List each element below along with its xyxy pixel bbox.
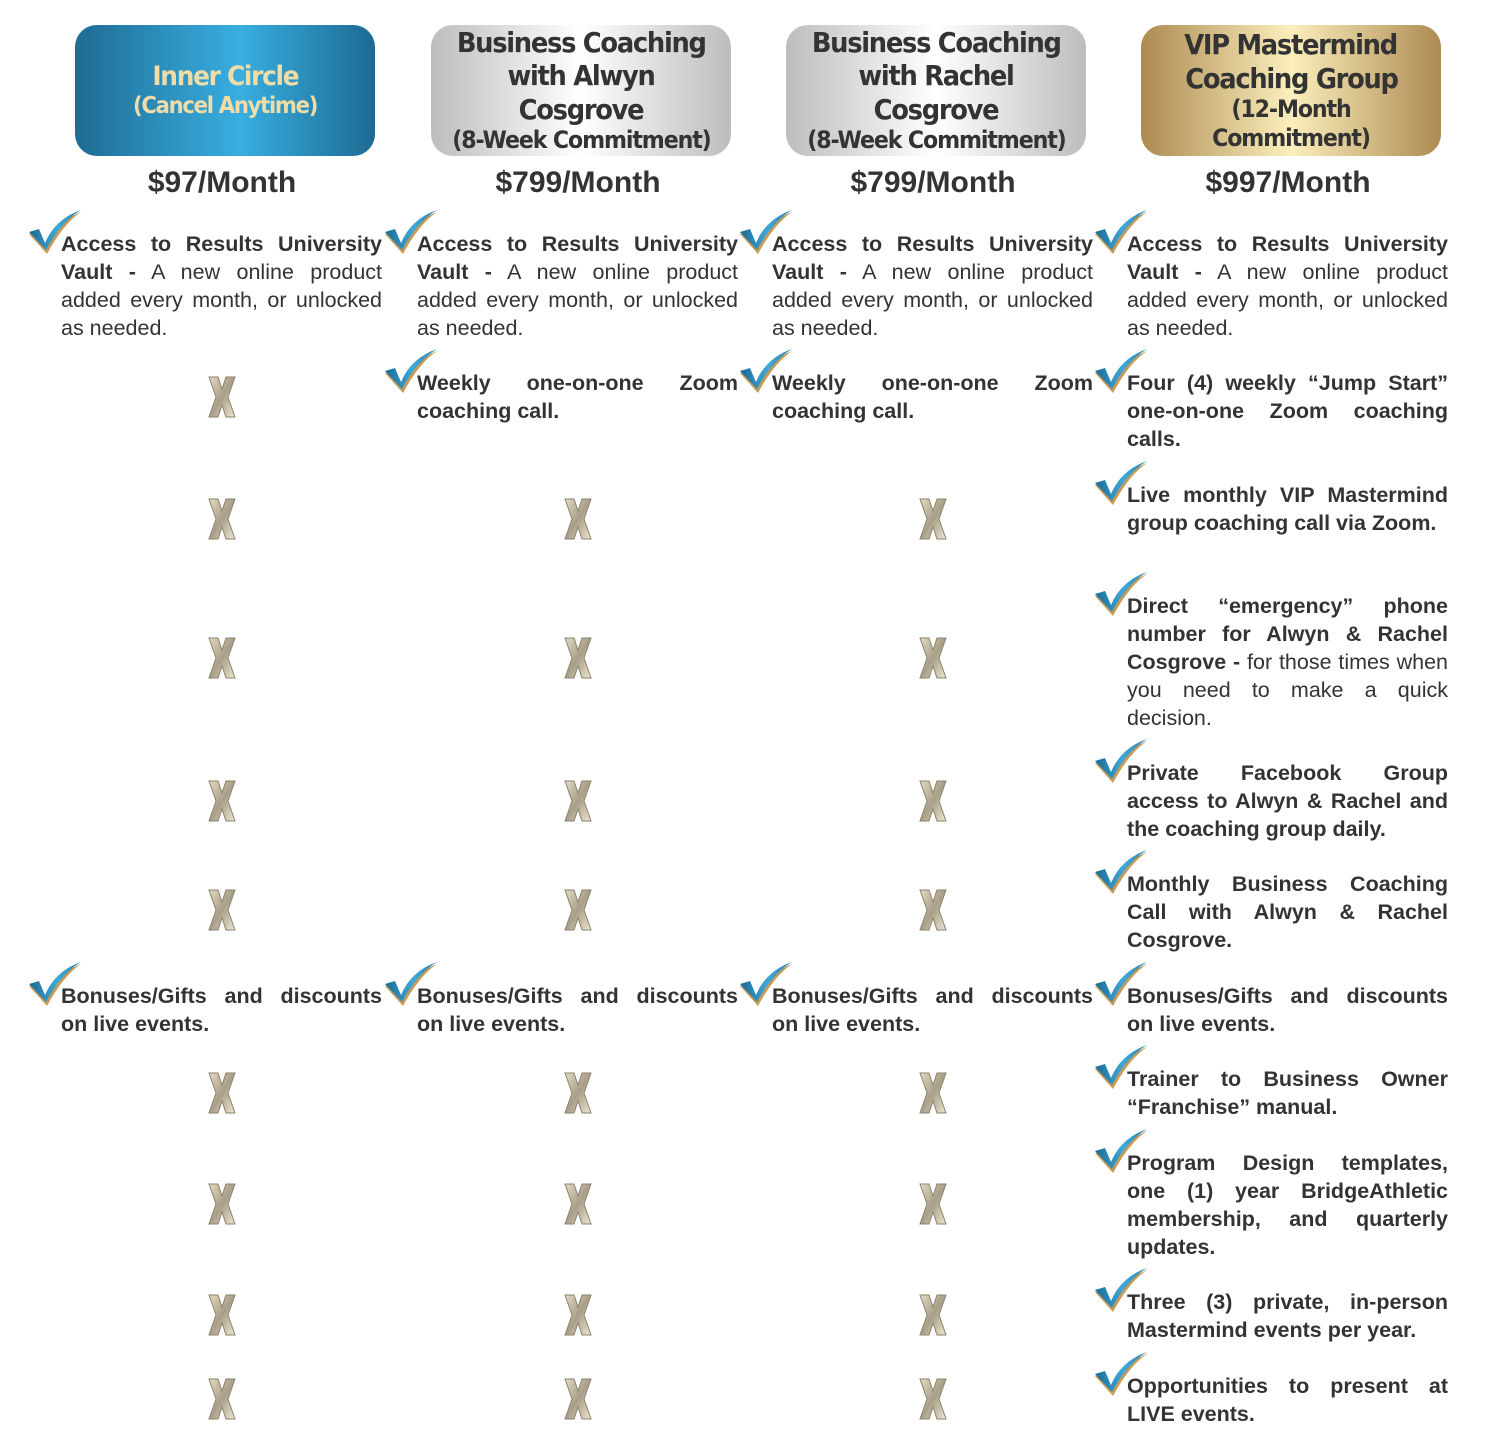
- x-mark-icon: [563, 1293, 593, 1337]
- plan-badge-line1: Business Coaching: [456, 25, 706, 59]
- feature-text-bold: Opportunities to present at LIVE events.: [1127, 1374, 1448, 1426]
- feature-text: [1127, 592, 1448, 732]
- plan-column-inner-circle: [27, 0, 382, 1440]
- feature-text: [417, 982, 738, 1038]
- x-mark-icon: [207, 375, 237, 419]
- plan-badge: [786, 25, 1086, 156]
- feature-text-bold: Direct “emergency” phone number for Alwyn & Rachel Cosgrove -: [1127, 594, 1448, 674]
- feature-text: [1127, 1372, 1448, 1428]
- plan-badge-line1: VIP Mastermind: [1184, 28, 1398, 62]
- x-mark-icon: [207, 636, 237, 680]
- x-mark-icon: [563, 888, 593, 932]
- plan-badge-line3: (12-Month Commitment): [1212, 95, 1370, 153]
- feature-text-bold: Access to Results University Vault -: [1127, 232, 1448, 284]
- feature-text-normal: A new online product added every month, or unlocked as needed.: [1127, 260, 1448, 340]
- feature-text-bold: Monthly Business Coaching Call with Alwyn & Rachel Cosgrove.: [1127, 872, 1448, 952]
- feature-text-bold: Three (3) private, in-person Mastermind events per year.: [1127, 1290, 1448, 1342]
- feature-text-normal: for those times when you need to make a quick decision.: [1127, 650, 1448, 730]
- plan-badge-line2: Coaching Group: [1184, 61, 1398, 95]
- feature-text-normal: A new online product added every month, or unlocked as needed.: [772, 260, 1093, 340]
- x-mark-icon: [207, 497, 237, 541]
- feature-text: [1127, 230, 1448, 342]
- x-mark-icon: [563, 1377, 593, 1421]
- feature-text-bold: Access to Results University Vault -: [61, 232, 382, 284]
- x-mark-icon: [563, 1071, 593, 1115]
- x-mark-icon: [207, 1293, 237, 1337]
- x-mark-icon: [918, 1071, 948, 1115]
- feature-text-bold: Weekly one-on-one Zoom coaching call.: [772, 371, 1093, 423]
- feature-text: [1127, 759, 1448, 843]
- feature-text-bold: Bonuses/Gifts and discounts on live events.: [417, 984, 738, 1036]
- x-mark-icon: [563, 497, 593, 541]
- plan-column-alwyn: [383, 0, 738, 1440]
- feature-text-bold: Weekly one-on-one Zoom coaching call.: [417, 371, 738, 423]
- plan-price: $799/Month: [495, 166, 661, 199]
- feature-text: [1127, 1149, 1448, 1261]
- x-mark-icon: [918, 636, 948, 680]
- feature-text: [1127, 1065, 1448, 1121]
- feature-text: [772, 230, 1093, 342]
- feature-text-bold: Bonuses/Gifts and discounts on live events.: [1127, 984, 1448, 1036]
- feature-text: [61, 982, 382, 1038]
- feature-text-bold: Access to Results University Vault -: [417, 232, 738, 284]
- x-mark-icon: [207, 1377, 237, 1421]
- plan-badge-line1: Business Coaching: [811, 25, 1061, 59]
- x-mark-icon: [207, 1071, 237, 1115]
- feature-text: [417, 369, 738, 425]
- plan-badge-line2: (Cancel Anytime): [132, 92, 318, 119]
- feature-text: [1127, 982, 1448, 1038]
- x-mark-icon: [918, 888, 948, 932]
- x-mark-icon: [563, 636, 593, 680]
- feature-text-bold: Access to Results University Vault -: [772, 232, 1093, 284]
- feature-text-normal: A new online product added every month, or unlocked as needed.: [61, 260, 382, 340]
- plan-badge-line3: (8-Week Commitment): [451, 126, 711, 155]
- feature-text-bold: Private Facebook Group access to Alwyn & Rachel and the coaching group daily.: [1127, 761, 1448, 841]
- feature-text-bold: Trainer to Business Owner “Franchise” manual.: [1127, 1067, 1448, 1119]
- x-mark-icon: [918, 497, 948, 541]
- feature-text-normal: A new online product added every month, or unlocked as needed.: [417, 260, 738, 340]
- feature-text-bold: Bonuses/Gifts and discounts on live events.: [61, 984, 382, 1036]
- feature-text: [772, 369, 1093, 425]
- plan-column-rachel: [738, 0, 1093, 1440]
- plan-badge-line3: (8-Week Commitment): [806, 126, 1066, 155]
- feature-text-bold: Four (4) weekly “Jump Start” one-on-one Zoom coaching calls.: [1127, 371, 1448, 451]
- plan-badge-line1: Inner Circle: [152, 60, 298, 92]
- x-mark-icon: [918, 779, 948, 823]
- x-mark-icon: [207, 888, 237, 932]
- x-mark-icon: [563, 1182, 593, 1226]
- x-mark-icon: [207, 779, 237, 823]
- feature-text: [61, 230, 382, 342]
- x-mark-icon: [563, 779, 593, 823]
- x-mark-icon: [207, 1182, 237, 1226]
- feature-text: [1127, 481, 1448, 537]
- plan-badge-line2: with Rachel Cosgrove: [858, 59, 1014, 126]
- plan-price: $799/Month: [850, 166, 1016, 199]
- feature-text: [417, 230, 738, 342]
- feature-text: [1127, 870, 1448, 954]
- plan-badge: [1141, 25, 1441, 156]
- x-mark-icon: [918, 1182, 948, 1226]
- x-mark-icon: [918, 1377, 948, 1421]
- plan-badge-line2: with Alwyn Cosgrove: [507, 59, 655, 126]
- feature-text-bold: Bonuses/Gifts and discounts on live events.: [772, 984, 1093, 1036]
- plan-column-vip: [1093, 0, 1448, 1440]
- feature-text: [1127, 1288, 1448, 1344]
- feature-text: [772, 982, 1093, 1038]
- feature-text: [1127, 369, 1448, 453]
- plan-badge: [431, 25, 731, 156]
- plan-badge: [75, 25, 375, 156]
- feature-text-bold: Live monthly VIP Mastermind group coaching call via Zoom.: [1127, 483, 1448, 535]
- x-mark-icon: [918, 1293, 948, 1337]
- feature-text-bold: Program Design templates, one (1) year BridgeAthletic membership, and quarterly updates.: [1127, 1151, 1448, 1259]
- plan-price: $997/Month: [1205, 166, 1371, 199]
- plan-price: $97/Month: [147, 166, 297, 199]
